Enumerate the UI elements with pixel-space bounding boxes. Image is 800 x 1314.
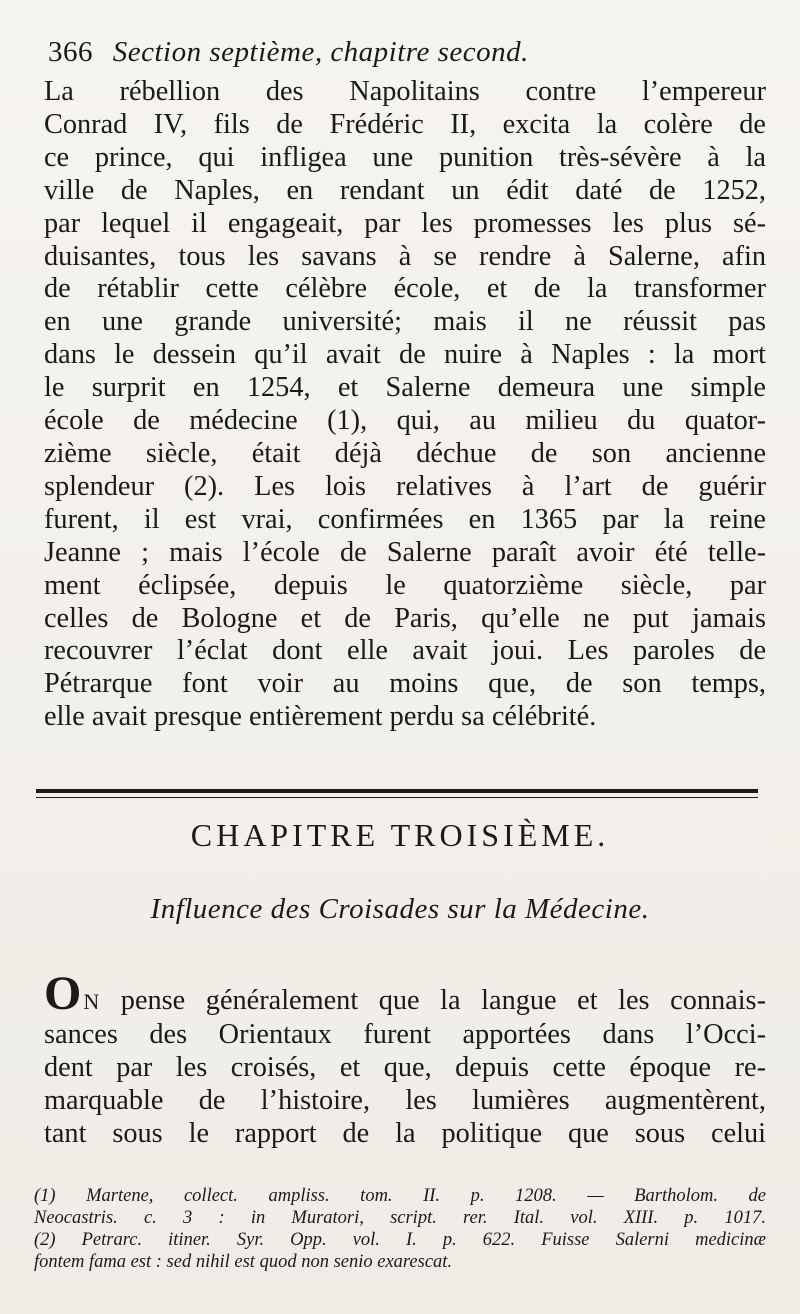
body-line: Pétrarque font voir au moins que, de son temps, bbox=[44, 668, 766, 700]
running-head bbox=[48, 36, 748, 69]
chapter-first-line-text: pense généralement que la langue et les connais- bbox=[100, 985, 766, 1016]
chapter-first-line bbox=[44, 967, 766, 1020]
body-line: école de médecine (1), qui, au milieu du quator- bbox=[44, 405, 766, 437]
body-line: furent, il est vrai, confirmées en 1365 par la reine bbox=[44, 503, 766, 535]
chapter-paragraph bbox=[44, 967, 766, 1151]
footnote-line: (2) Petrarc. itiner. Syr. Opp. vol. I. p. 622. Fuisse Salerni medicinæ bbox=[34, 1230, 766, 1250]
body-line: ville de Naples, en rendant un édit daté de 1252, bbox=[44, 174, 766, 206]
body-line: duisantes, tous les savans à se rendre à Salerne, afin bbox=[44, 240, 766, 272]
body-line: zième siècle, était déjà déchue de son ancienne bbox=[44, 437, 766, 469]
section-rule-thick bbox=[36, 789, 758, 793]
chapter-line: marquable de l’histoire, les lumières augmentèrent, bbox=[44, 1084, 766, 1116]
footnotes bbox=[34, 1185, 766, 1273]
footnote-line: (1) Martene, collect. ampliss. tom. II. p. 1208. — Bartholom. de bbox=[34, 1186, 766, 1206]
chapter-title: CHAPITRE TROISIÈME. bbox=[190, 817, 610, 853]
footnote-line: fontem fama est : sed nihil est quod non senio exarescat. bbox=[34, 1252, 453, 1272]
chapter-line: tant sous le rapport de la politique que sous celui bbox=[44, 1117, 766, 1149]
body-line: par lequel il engageait, par les promesses les plus sé- bbox=[44, 207, 766, 239]
page-number: 366 bbox=[48, 36, 93, 68]
chapter-line: dent par les croisés, et que, depuis cette époque re- bbox=[44, 1051, 766, 1083]
running-head-title: Section septième, chapitre second. bbox=[112, 36, 529, 68]
small-cap: N bbox=[83, 989, 101, 1014]
body-line: splendeur (2). Les lois relatives à l’art de guérir bbox=[44, 470, 766, 502]
body-line: La rébellion des Napolitains contre l’empereur bbox=[44, 76, 766, 107]
drop-cap: O bbox=[44, 967, 82, 1020]
body-line: Jeanne ; mais l’école de Salerne paraît avoir été telle- bbox=[44, 536, 766, 568]
body-line: ce prince, qui infligea une punition très-sévère à la bbox=[44, 141, 766, 173]
section-rule-thin bbox=[36, 797, 758, 798]
body-line: Conrad IV, fils de Frédéric II, excita la colère de bbox=[44, 108, 766, 140]
chapter-line: sances des Orientaux furent apportées dans l’Occi- bbox=[44, 1018, 766, 1050]
footnote-line: Neocastris. c. 3 : in Muratori, script. rer. Ital. vol. XIII. p. 1017. bbox=[34, 1208, 766, 1228]
body-line: ment éclipsée, depuis le quatorzième siècle, par bbox=[44, 569, 766, 601]
body-line: recouvrer l’éclat dont elle avait joui. Les paroles de bbox=[44, 635, 766, 667]
body-line: de rétablir cette célèbre école, et de la transformer bbox=[44, 273, 766, 305]
body-line: dans le dessein qu’il avait de nuire à Naples : la mort bbox=[44, 339, 766, 371]
body-line: en une grande université; mais il ne réussit pas bbox=[44, 306, 766, 338]
body-line: elle avait presque entièrement perdu sa célébrité. bbox=[44, 701, 597, 733]
body-line: le surprit en 1254, et Salerne demeura une simple bbox=[44, 372, 766, 404]
body-line: celles de Bologne et de Paris, qu’elle ne put jamais bbox=[44, 602, 766, 634]
body-paragraph bbox=[44, 76, 766, 734]
chapter-subtitle: Influence des Croisades sur la Médecine. bbox=[150, 893, 650, 925]
